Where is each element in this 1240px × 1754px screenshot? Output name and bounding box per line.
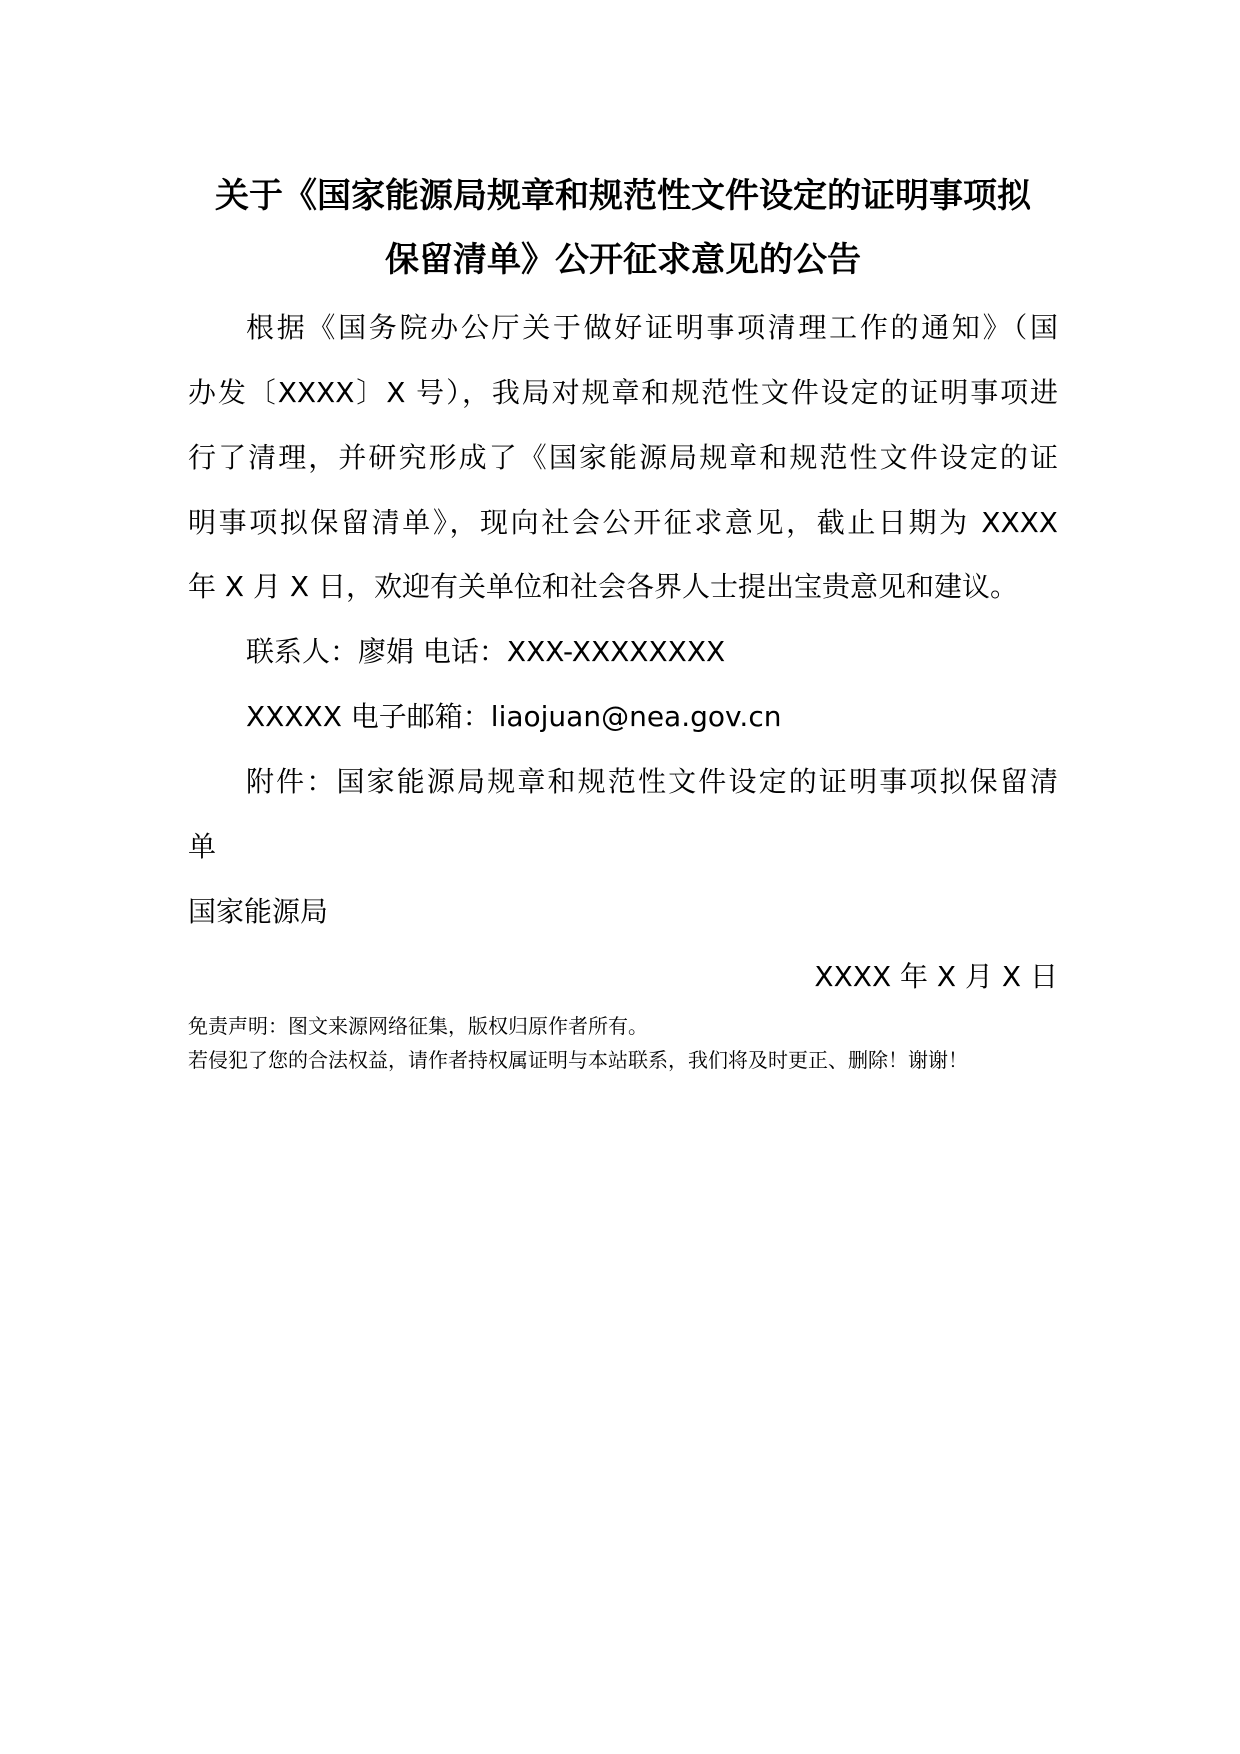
contact-info: 联系人：廖娟 电话：XXX-XXXXXXXX — [246, 635, 726, 668]
issuing-organization: 国家能源局 — [188, 895, 329, 928]
paragraph-line: 明事项拟保留清单》，现向社会公开征求意见，截止日期为 XXXX — [188, 506, 1058, 539]
attachment-line: 附件：国家能源局规章和规范性文件设定的证明事项拟保留清 — [246, 765, 1058, 798]
document-title-line-1: 关于《国家能源局规章和规范性文件设定的证明事项拟 — [215, 176, 1031, 216]
paragraph-line: 年 X 月 X 日，欢迎有关单位和社会各界人士提出宝贵意见和建议。 — [188, 570, 1018, 603]
disclaimer-line-2: 若侵犯了您的合法权益，请作者持权属证明与本站联系，我们将及时更正、删除！谢谢！ — [188, 1048, 968, 1072]
paragraph-line: 行了清理，并研究形成了《国家能源局规章和规范性文件设定的证 — [188, 441, 1058, 474]
attachment-line: 单 — [188, 830, 217, 863]
paragraph-line: 办发〔XXXX〕X 号），我局对规章和规范性文件设定的证明事项进 — [188, 376, 1058, 409]
disclaimer-line-1: 免责声明：图文来源网络征集，版权归原作者所有。 — [188, 1014, 648, 1038]
issue-date: XXXX 年 X 月 X 日 — [814, 960, 1058, 993]
email-info: XXXXX 电子邮箱：liaojuan@nea.gov.cn — [246, 700, 782, 733]
document-title-line-2: 保留清单》公开征求意见的公告 — [385, 240, 861, 280]
paragraph-line: 根据《国务院办公厅关于做好证明事项清理工作的通知》（国 — [246, 311, 1058, 344]
